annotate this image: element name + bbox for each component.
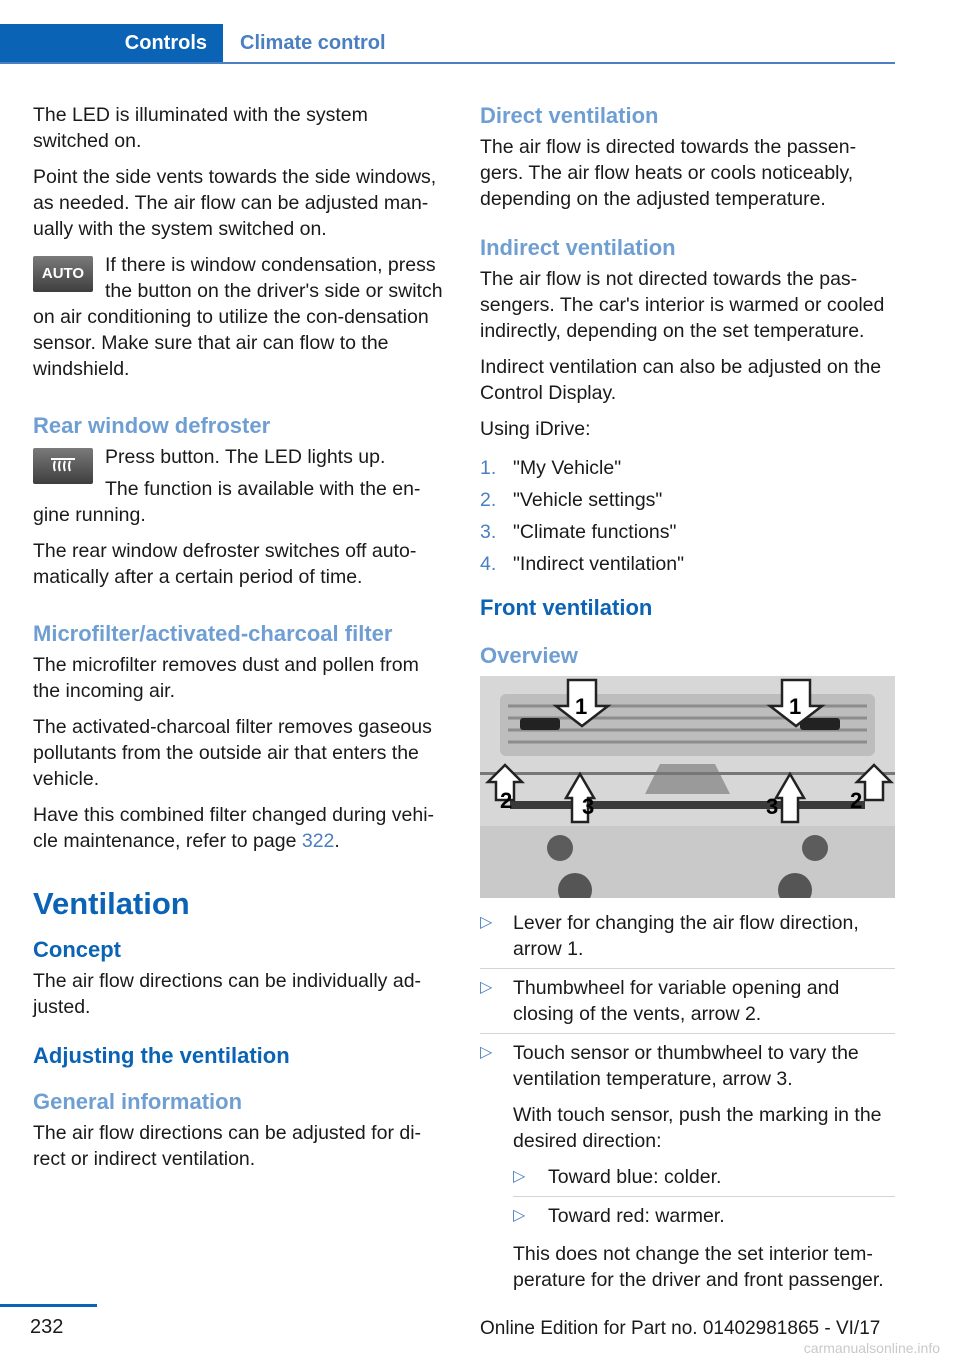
paragraph: With touch sensor, push the marking in the desired direction: (513, 1104, 882, 1152)
figure-label-1b: 1 (789, 694, 802, 719)
step-item: 1. "My Vehicle" (480, 457, 622, 479)
sub-list-item: ▷ Toward red: warmer. (513, 1205, 725, 1227)
figure-label-2a: 2 (500, 788, 513, 813)
heading-adjusting: Adjusting the ventilation (33, 1043, 290, 1068)
tab-climate-control[interactable]: Climate control (240, 32, 386, 54)
paragraph: Point the side vents towards the side windows, as needed. The air flow can be adjusted man-ually with the system switched on. (33, 166, 437, 240)
rear-defroster-icon (33, 448, 93, 484)
section-heading-rear-defroster: Rear window defroster (33, 413, 271, 438)
triangle-bullet-icon: ▷ (480, 1044, 493, 1061)
paragraph: The air flow is not directed towards the pas-sengers. The car's interior is warmed or cooled indirectly, depending on the set temperature. (480, 268, 885, 342)
sub-list (513, 1164, 895, 1235)
step-item: 2. "Vehicle settings" (480, 489, 663, 511)
paragraph: The LED is illuminated with the system switched on. (33, 104, 368, 152)
paragraph: The air flow is directed towards the passen-gers. The air flow heats or cools noticeably, depending on the adjusted temperature. (480, 136, 857, 210)
idrive-steps (480, 452, 895, 580)
paragraph: If there is window condensation, press the button on the driver's side or switch on air conditioning to utilize the con-densation sensor. Make sure that air can flow to the windshield. (33, 254, 443, 380)
triangle-bullet-icon: ▷ (513, 1207, 526, 1224)
footer-edition: Online Edition for Part no. 01402981865 - VI/17 (480, 1318, 881, 1339)
step-item: 4. "Indirect ventilation" (480, 553, 685, 575)
list-item: ▷ Touch sensor or thumbwheel to vary the ventilation temperature, arrow 3. With touch sensor, push the marking in the desired direction: ▷ Toward blue: colder. ▷ Toward red: warmer. This does not change the set interior tem-perature for the driver and front passenger. (480, 1040, 895, 1309)
paragraph: Press button. The LED lights up. (105, 446, 386, 468)
list-item: ▷ Thumbwheel for variable opening and closing of the vents, arrow 2. (480, 975, 895, 1034)
chapter-heading-ventilation: Ventilation (33, 886, 190, 921)
triangle-bullet-icon: ▷ (513, 1168, 526, 1185)
paragraph: Have this combined filter changed during vehi-cle maintenance, refer to page 322. (33, 804, 435, 852)
step-item: 3. "Climate functions" (480, 521, 677, 543)
header-tabbar (0, 24, 895, 64)
front-vents-figure (480, 676, 895, 898)
feature-list (480, 910, 895, 1309)
defroster-row (33, 444, 445, 538)
figure-label-1a: 1 (575, 694, 588, 719)
auto-button-icon: AUTO (33, 256, 93, 292)
page-link[interactable]: 322 (301, 830, 335, 852)
triangle-bullet-icon: ▷ (480, 914, 493, 931)
paragraph: This does not change the set interior tem-perature for the driver and front passenger. (513, 1243, 884, 1291)
section-heading-microfilter: Microfilter/activated-charcoal filter (33, 621, 393, 646)
paragraph: The function is available with the en-gine running. (33, 478, 421, 526)
heading-direct-ventilation: Direct ventilation (480, 103, 659, 128)
paragraph: The microfilter removes dust and pollen from the incoming air. (33, 654, 419, 702)
watermark: carmanualsonline.info (803, 1340, 940, 1356)
paragraph: Using iDrive: (480, 418, 591, 440)
heading-general-information: General information (33, 1089, 243, 1114)
heading-overview: Overview (480, 643, 578, 668)
tab-controls[interactable]: Controls (0, 24, 223, 62)
page-number: 232 (30, 1316, 64, 1338)
auto-row (33, 252, 445, 392)
figure-label-3b: 3 (766, 794, 779, 819)
paragraph: The activated-charcoal filter removes gaseous pollutants from the outside air that enters the vehicle. (33, 716, 432, 790)
heading-indirect-ventilation: Indirect ventilation (480, 235, 676, 260)
list-item: ▷ Lever for changing the air flow direction, arrow 1. (480, 910, 895, 969)
figure-label-2b: 2 (850, 788, 863, 813)
paragraph: The air flow directions can be adjusted for di-rect or indirect ventilation. (33, 1122, 422, 1170)
heading-front-ventilation: Front ventilation (480, 595, 653, 620)
page-number-rule (0, 1304, 97, 1307)
paragraph: The rear window defroster switches off auto-matically after a certain period of time. (33, 540, 417, 588)
figure-label-3a: 3 (582, 794, 595, 819)
triangle-bullet-icon: ▷ (480, 979, 493, 996)
right-column (480, 102, 895, 1315)
paragraph: Indirect ventilation can also be adjusted on the Control Display. (480, 356, 882, 404)
paragraph: The air flow directions can be individually ad-justed. (33, 970, 422, 1018)
heading-concept: Concept (33, 937, 121, 962)
left-column (33, 102, 445, 1182)
sub-list-item: ▷ Toward blue: colder. (513, 1164, 895, 1197)
